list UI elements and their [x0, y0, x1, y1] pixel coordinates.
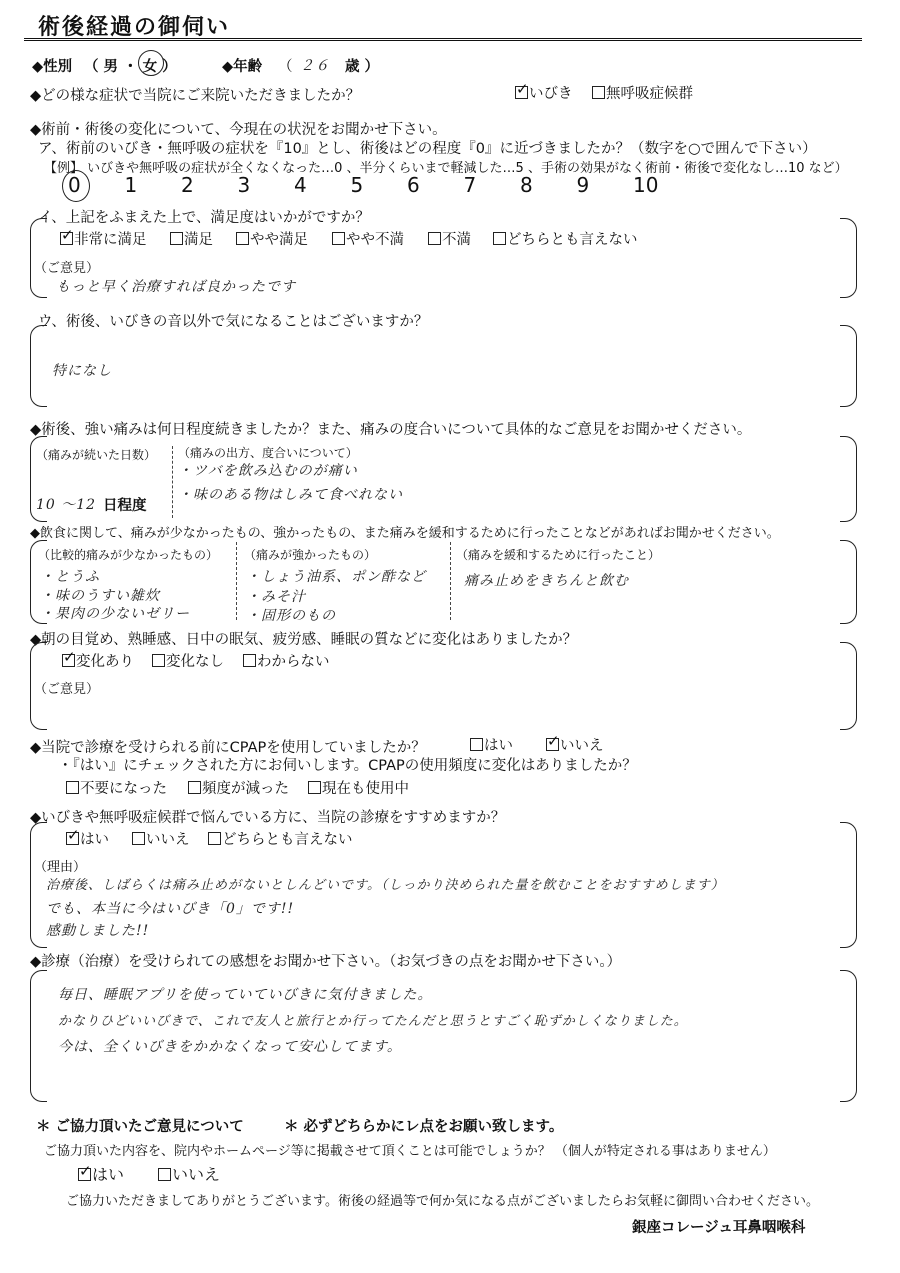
pain-divider: [172, 446, 173, 518]
cpap-follow-checkbox-3[interactable]: [308, 781, 321, 794]
footer-yes-checkbox[interactable]: [78, 1168, 91, 1181]
change-example: 【例】 いびきや無呼吸の症状が全くなくなった…0 、半分くらいまで軽減した…5 、手術の効果がなく術前・術後で変化なし…10 など）: [44, 161, 848, 176]
pain-detail-line-1[interactable]: ・ツバを飲み込むのが痛い: [178, 463, 358, 479]
scale-4[interactable]: 4: [294, 173, 307, 197]
satisfaction-opinion-label: （ご意見）: [34, 261, 100, 276]
other-question: ウ、術後、いびきの音以外で気になることはございますか？: [38, 314, 429, 330]
morning-checkbox-2[interactable]: [152, 654, 165, 667]
footer-heading-2: ＊ 必ずどちらかにレ点をお願い致します。: [284, 1119, 564, 1135]
scale-9[interactable]: 9: [576, 173, 590, 197]
footer-thanks: ご協力いただきましてありがとうございます。術後の経過等で何か気になる点がございましたらお気軽に御問い合わせください。: [66, 1194, 819, 1209]
sex-selected-circle: [138, 50, 164, 76]
satisfaction-option-3[interactable]: やや満足: [236, 228, 308, 249]
food-col2-item-2[interactable]: ・みそ汁: [246, 589, 306, 605]
morning-option-2[interactable]: 変化なし: [152, 650, 224, 671]
scale-selected-circle: [62, 170, 90, 202]
recommend-bracket-left: [30, 822, 47, 948]
recommend-option-2[interactable]: いいえ: [132, 828, 190, 849]
satisfaction-checkbox-4[interactable]: [332, 232, 345, 245]
impression-line-1[interactable]: 毎日、睡眠アプリを使っていていびきに気付きました。: [58, 987, 433, 1003]
snoring-checkbox[interactable]: [515, 86, 528, 99]
scale-3[interactable]: 3: [237, 173, 251, 197]
recommend-option-3[interactable]: どちらとも言えない: [208, 828, 353, 849]
age-open: （: [278, 59, 293, 75]
cpap-question: ◆当院で診療を受けられる前にCPAPを使用していましたか？: [30, 740, 426, 756]
scale-2[interactable]: 2: [181, 173, 194, 197]
morning-option-1[interactable]: ✓変化あり: [62, 650, 134, 671]
footer-option-yes[interactable]: ✓はい: [78, 1162, 124, 1185]
food-col2-label: （痛みが強かったもの）: [244, 548, 377, 562]
morning-checkbox-3[interactable]: [243, 654, 256, 667]
satisfaction-question: イ、上記をふまえた上で、満足度はいかがですか？: [38, 210, 370, 226]
satisfaction-bracket-right: [840, 218, 857, 298]
symptom-option-snoring[interactable]: ✓ いびき: [515, 82, 573, 103]
pain-bracket-right: [840, 436, 857, 522]
age-unit: 歳 ）: [345, 59, 380, 75]
morning-bracket-right: [840, 642, 857, 730]
recommend-reason-line-1[interactable]: 治療後、しばらくは痛み止めがないとしんどいです。（しっかり決められた量を飲むことをおすすめします）: [46, 878, 725, 893]
scale-5[interactable]: 5: [350, 173, 364, 197]
satisfaction-checkbox-2[interactable]: [170, 232, 183, 245]
page-title: 術後経過の御伺い: [38, 15, 231, 40]
recommend-reason-line-2[interactable]: でも、本当に今はいびき「0」です!!: [46, 901, 295, 917]
food-divider-1: [236, 542, 237, 620]
other-bracket-left: [30, 325, 47, 407]
satisfaction-opinion-text[interactable]: もっと早く治療すれば良かったです: [56, 279, 296, 295]
satisfaction-checkbox-5[interactable]: [428, 232, 441, 245]
satisfaction-option-1[interactable]: ✓非常に満足: [60, 228, 147, 249]
change-heading: ◆術前・術後の変化について、今現在の状況をお聞かせ下さい。: [30, 122, 447, 138]
food-col1-label: （比較的痛みが少なかったもの）: [38, 548, 219, 562]
footer-no-checkbox[interactable]: [158, 1168, 171, 1181]
symptom-question: ◆どの様な症状で当院にご来院いただきましたか？: [30, 88, 361, 104]
age-label: ◆年齢: [222, 59, 263, 75]
food-col1-item-1[interactable]: ・とうふ: [40, 569, 100, 585]
cpap-follow-option-1[interactable]: 不要になった: [66, 777, 167, 798]
cpap-follow-checkbox-2[interactable]: [188, 781, 201, 794]
scale-6[interactable]: 6: [407, 173, 420, 197]
food-col2-item-1[interactable]: ・しょう油系、ポン酢など: [246, 569, 426, 585]
change-question-a: ア、術前のいびき・無呼吸の症状を『10』とし、術後はどの程度『0』に近づきましたか？（数字を○で囲んで下さい）: [38, 141, 817, 157]
cpap-option-no[interactable]: ✓ いいえ: [546, 734, 604, 755]
pain-days-label: （痛みが続いた日数）: [36, 448, 157, 462]
food-bracket-right: [840, 540, 857, 624]
satisfaction-checkbox-3[interactable]: [236, 232, 249, 245]
satisfaction-checkbox-1[interactable]: [60, 232, 73, 245]
impression-line-2[interactable]: かなりひどいいびきで、これで友人と旅行とか行ってたんだと思うとすごく恥ずかしくなりました。: [58, 1014, 688, 1029]
recommend-reason-label: （理由）: [34, 860, 87, 875]
food-col2-item-3[interactable]: ・固形のもの: [246, 608, 336, 624]
impression-question: ◆診療（治療）を受けられての感想をお聞かせ下さい。（お気づきの点をお聞かせ下さい。）: [30, 954, 622, 970]
recommend-question: ◆いびきや無呼吸症候群で悩んでいる方に、当院の診療をすすめますか？: [30, 810, 506, 826]
morning-option-3[interactable]: わからない: [243, 650, 330, 671]
clinic-name: 銀座コレージュ耳鼻咽喉科: [632, 1220, 806, 1236]
impression-bracket-left: [30, 970, 47, 1102]
satisfaction-option-5[interactable]: 不満: [428, 228, 471, 249]
morning-question: ◆朝の目覚め、熟睡感、日中の眠気、疲労感、睡眠の質などに変化はありましたか？: [30, 632, 578, 648]
food-question: ◆飲食に関して、痛みが少なかったもの、強かったもの、また痛みを緩和するために行ったことなどがあればお聞かせください。: [30, 526, 780, 541]
food-col1-item-3[interactable]: ・果肉の少ないゼリー: [40, 606, 190, 622]
scale-7[interactable]: 7: [463, 173, 477, 197]
cpap-no-checkbox[interactable]: [546, 738, 559, 751]
recommend-checkbox-2[interactable]: [132, 832, 145, 845]
sex-label: ◆性別: [32, 59, 73, 75]
cpap-follow-checkbox-1[interactable]: [66, 781, 79, 794]
recommend-bracket-right: [840, 822, 857, 948]
footer-option-no[interactable]: いいえ: [158, 1162, 220, 1185]
other-bracket-right: [840, 325, 857, 407]
footer-heading-1: ＊ ご協力頂いたご意見について: [36, 1119, 244, 1135]
apnea-checkbox[interactable]: [592, 86, 605, 99]
title-divider: [24, 38, 862, 41]
cpap-yes-checkbox[interactable]: [470, 738, 483, 751]
morning-checkbox-1[interactable]: [62, 654, 75, 667]
satisfaction-option-6[interactable]: どちらとも言えない: [493, 228, 638, 249]
pain-days-value[interactable]: 10 ～12: [36, 497, 97, 513]
footer-request: ご協力頂いた内容を、院内やホームページ等に掲載させて頂くことは可能でしょうか？ （個人が特定される事はありません）: [44, 1144, 776, 1159]
food-divider-2: [450, 542, 451, 620]
cpap-follow-option-3[interactable]: 現在も使用中: [308, 777, 409, 798]
change-scale[interactable]: [68, 173, 690, 197]
cpap-follow-option-2[interactable]: 頻度が減った: [188, 777, 289, 798]
pain-days-unit: 日程度: [103, 498, 147, 514]
cpap-option-yes[interactable]: はい: [470, 734, 513, 755]
pain-detail-label: （痛みの出方、度合いについて）: [178, 446, 358, 460]
age-value[interactable]: ２６: [300, 58, 330, 74]
food-col1-item-2[interactable]: ・味のうすい雑炊: [40, 588, 160, 604]
impression-bracket-right: [840, 970, 857, 1102]
pain-question: ◆術後、強い痛みは何日程度続きましたか？また、痛みの度合いについて具体的なご意見をお聞かせください。: [30, 422, 752, 438]
pain-detail-line-2[interactable]: ・味のある物はしみて食べれない: [178, 487, 403, 503]
other-answer[interactable]: 特になし: [52, 363, 112, 379]
recommend-checkbox-3[interactable]: [208, 832, 221, 845]
cpap-follow-question: ・『はい』にチェックされた方にお伺いします。CPAPの使用頻度に変化はありましたか？: [58, 758, 637, 774]
food-col3-label: （痛みを緩和するために行ったこと）: [456, 548, 661, 562]
satisfaction-option-2[interactable]: 満足: [170, 228, 213, 249]
symptom-option-apnea[interactable]: 無呼吸症候群: [592, 82, 693, 103]
impression-line-3[interactable]: 今は、全くいびきをかかなくなって安心してます。: [58, 1039, 402, 1055]
scale-0[interactable]: 0: [68, 173, 81, 197]
recommend-reason-line-3[interactable]: 感動しました!!: [46, 923, 150, 939]
scale-8[interactable]: 8: [520, 173, 533, 197]
scale-1[interactable]: 1: [124, 173, 138, 197]
sex-options[interactable]: （ 男 ・ 女 ）: [84, 59, 177, 75]
recommend-checkbox-1[interactable]: [66, 832, 79, 845]
recommend-option-1[interactable]: ✓はい: [66, 828, 109, 849]
satisfaction-option-4[interactable]: やや不満: [332, 228, 404, 249]
scale-10[interactable]: 10: [633, 173, 659, 197]
morning-opinion-label: （ご意見）: [34, 682, 100, 697]
food-col3-text[interactable]: 痛み止めをきちんと飲む: [464, 573, 629, 589]
satisfaction-checkbox-6[interactable]: [493, 232, 506, 245]
